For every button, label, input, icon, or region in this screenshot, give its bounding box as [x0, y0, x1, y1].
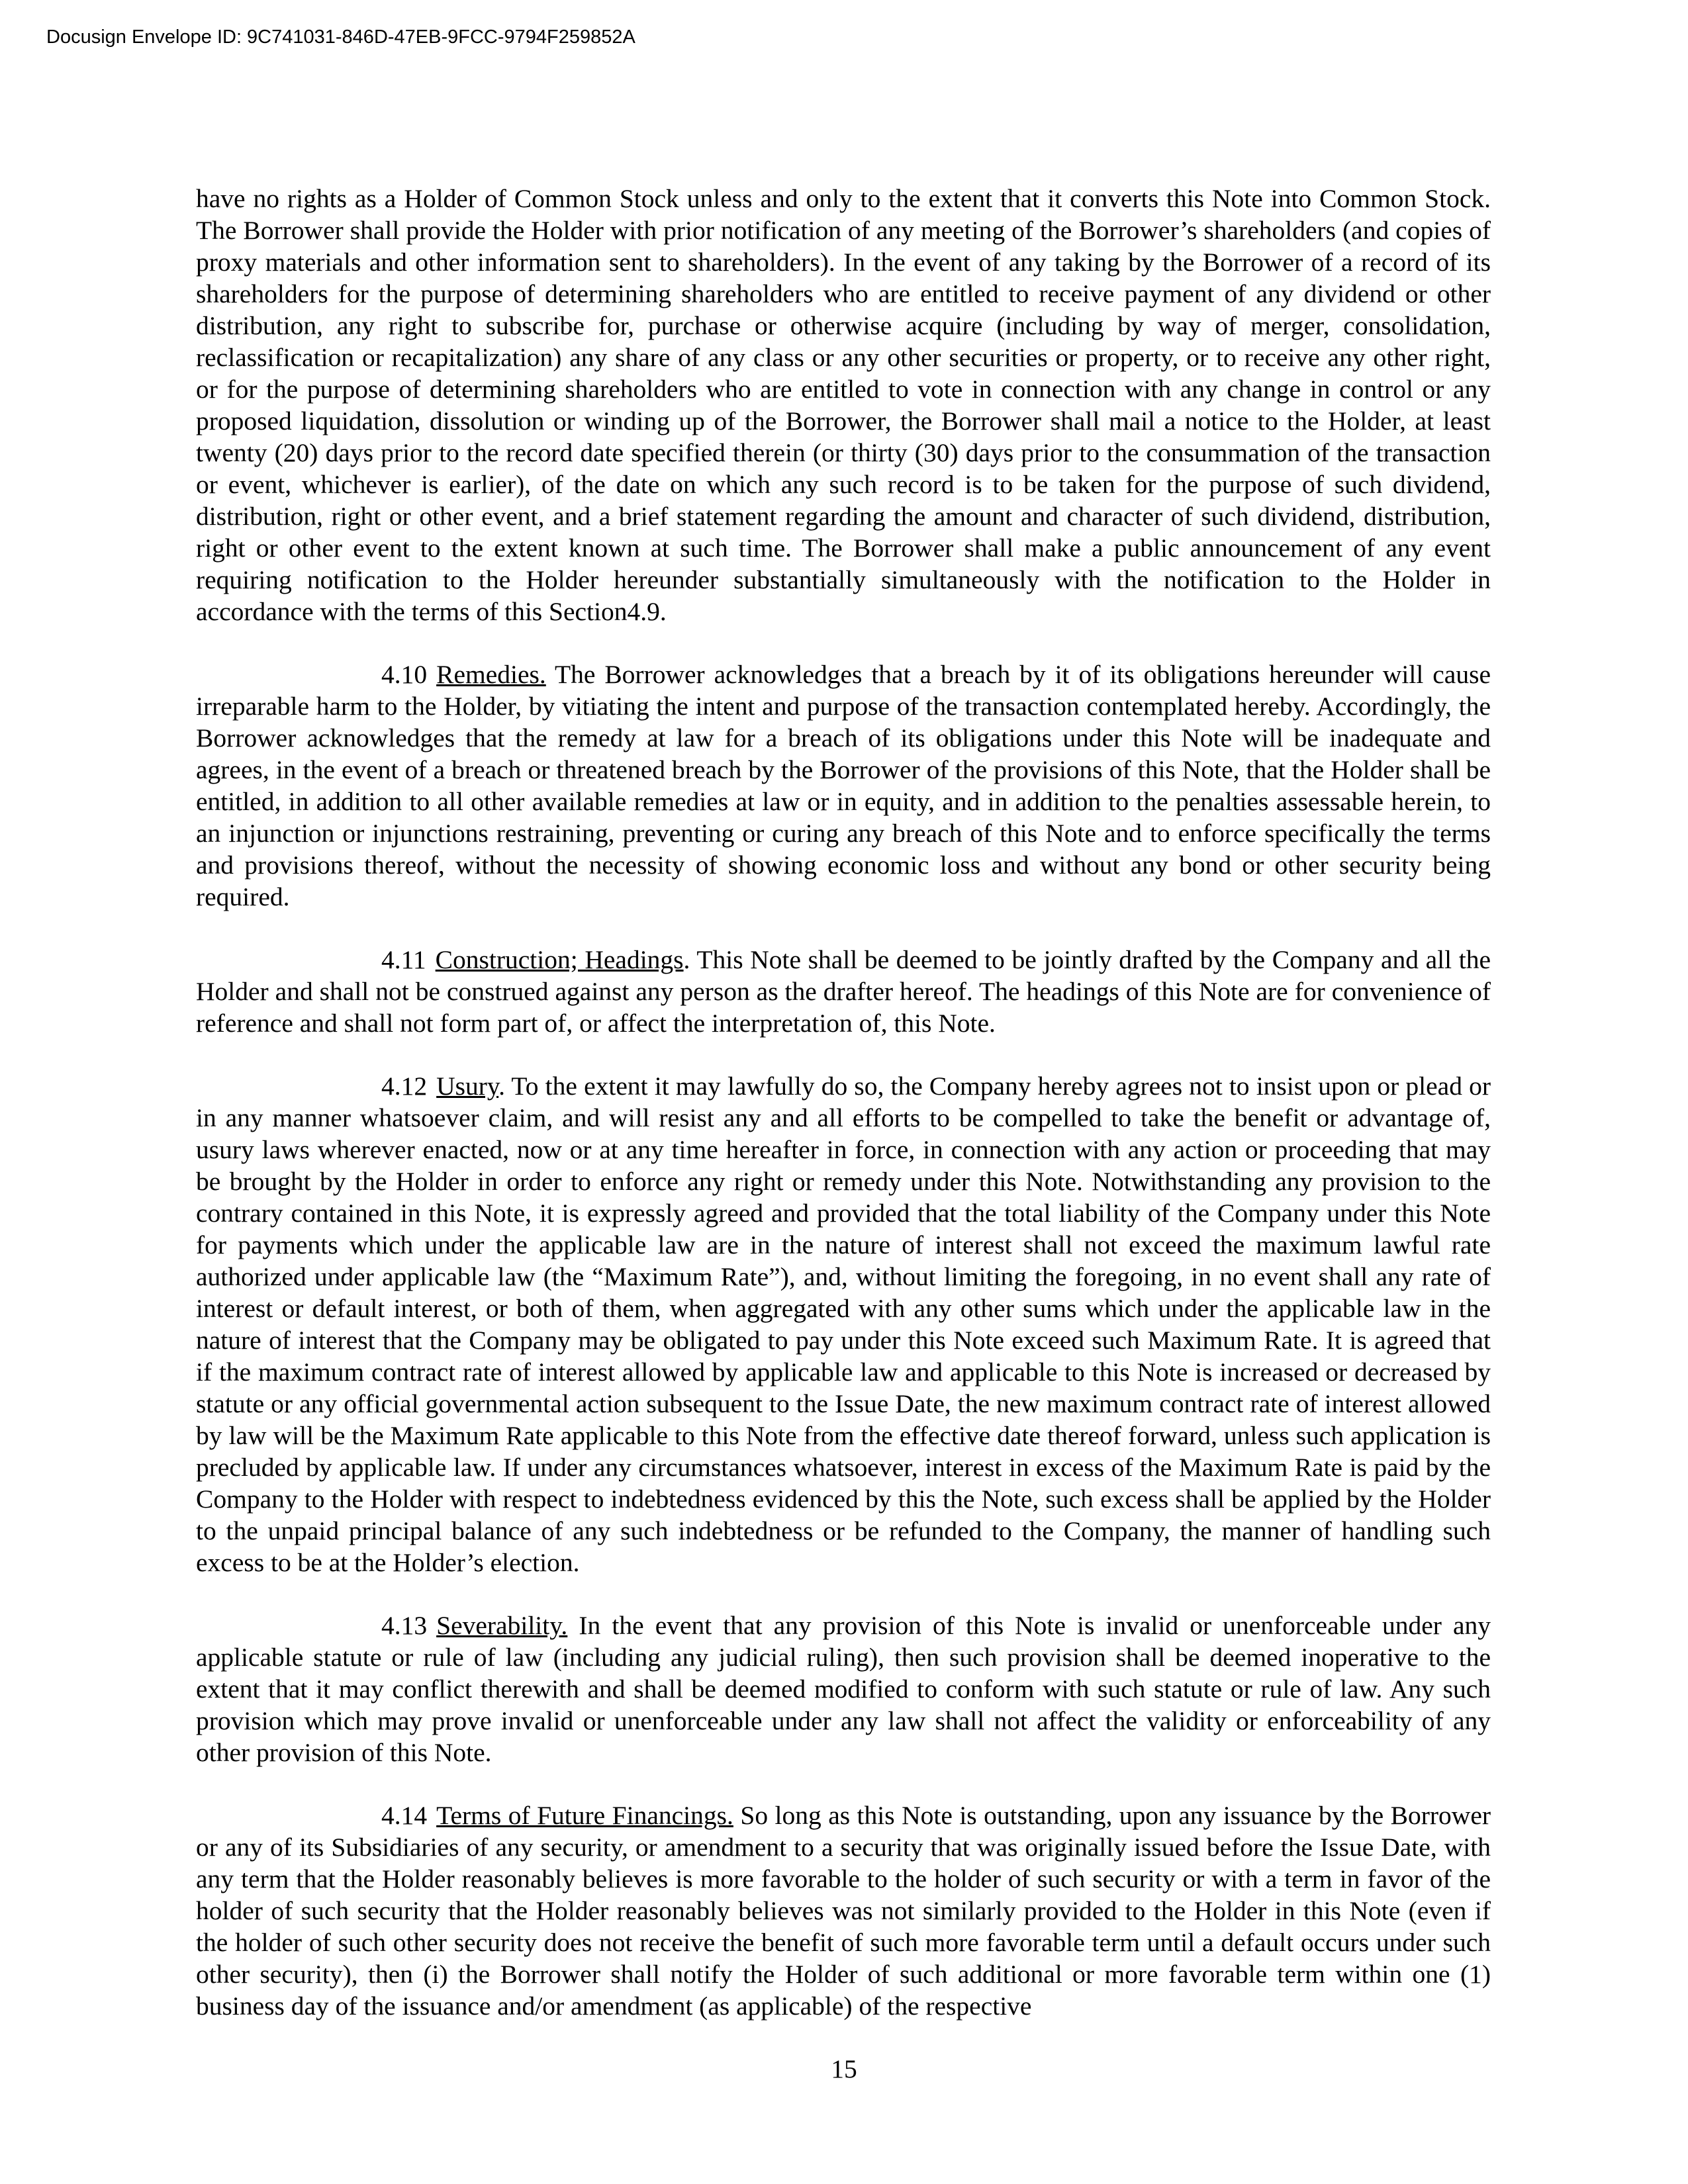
paragraph-continuation	[196, 183, 1491, 627]
section-heading: Severability.	[436, 1611, 568, 1640]
docusign-envelope-id: Docusign Envelope ID: 9C741031-846D-47EB-9FCC-9794F259852A	[46, 26, 635, 48]
paragraph-text: . To the extent it may lawfully do so, the Company hereby agrees not to insist upon or plead or in any manner whatsoever claim, and will resist any and all efforts to be compelled to take the benefit or advantage of, usury laws wherever enacted, now or at any time hereafter in force, in connection with any action or proceeding that may be brought by the Holder in order to enforce any right or remedy under this Note. Notwithstanding any provision to the contrary contained in this Note, it is expressly agreed and provided that the total liability of the Company under this Note for payments which under the applicable law are in the nature of interest shall not exceed the maximum lawful rate authorized under applicable law (the “Maximum Rate”), and, without limiting the foregoing, in no event shall any rate of interest or default interest, or both of them, when aggregated with any other sums which under the applicable law in the nature of interest that the Company may be obligated to pay under this Note exceed such Maximum Rate. It is agreed that if the maximum contract rate of interest allowed by applicable law and applicable to this Note is increased or decreased by statute or any official governmental action subsequent to the Issue Date, the new maximum contract rate of interest allowed by law will be the Maximum Rate applicable to this Note from the effective date thereof forward, unless such application is precluded by applicable law. If under any circumstances whatsoever, interest in excess of the Maximum Rate is paid by the Company to the Holder with respect to indebtedness evidenced by this the Note, such excess shall be applied by the Holder to the unpaid principal balance of any such indebtedness or be refunded to the Company, the manner of handling such excess to be at the Holder’s election.	[196, 1071, 1491, 1577]
section-number: 4.14	[381, 1801, 428, 1830]
document-body	[196, 183, 1491, 2053]
section-4-14-terms-of-future-financings	[196, 1799, 1491, 2022]
section-heading: Construction; Headings	[435, 945, 684, 974]
section-4-13-severability	[196, 1610, 1491, 1768]
section-4-10-remedies	[196, 659, 1491, 913]
section-4-11-construction-headings	[196, 944, 1491, 1039]
section-number: 4.11	[381, 945, 426, 974]
section-number: 4.10	[381, 660, 428, 689]
paragraph-text: The Borrower acknowledges that a breach by it of its obligations hereunder will cause irreparable harm to the Holder, by vitiating the intent and purpose of the transaction contemplated hereby. Accordingly, the Borrower acknowledges that the remedy at law for a breach of its obligations under this Note will be inadequate and agrees, in the event of a breach or threatened breach by the Borrower of the provisions of this Note, that the Holder shall be entitled, in addition to all other available remedies at law or in equity, and in addition to the penalties assessable herein, to an injunction or injunctions restraining, preventing or curing any breach of this Note and to enforce specifically the terms and provisions thereof, without the necessity of showing economic loss and without any bond or other security being required.	[196, 660, 1491, 911]
paragraph-text: In the event that any provision of this Note is invalid or unenforceable under any applicable statute or rule of law (including any judicial ruling), then such provision shall be deemed inoperative to the extent that it may conflict therewith and shall be deemed modified to conform with such statute or rule of law. Any such provision which may prove invalid or unenforceable under any law shall not affect the validity or enforceability of any other provision of this Note.	[196, 1611, 1491, 1767]
section-heading: Remedies.	[436, 660, 546, 689]
paragraph-text: . This Note shall be deemed to be jointly drafted by the Company and all the Holder and shall not be construed against any person as the drafter hereof. The headings of this Note are for convenience of reference and shall not form part of, or affect the interpretation of, this Note.	[196, 945, 1491, 1038]
paragraph-text: So long as this Note is outstanding, upon any issuance by the Borrower or any of its Subsidiaries of any security, or amendment to a security that was originally issued before the Issue Date, with any term that the Holder reasonably believes is more favorable to the holder of such security or with a term in favor of the holder of such security that the Holder reasonably believes was not similarly provided to the Holder in this Note (even if the holder of such other security does not receive the benefit of such more favorable term until a default occurs under such other security), then (i) the Borrower shall notify the Holder of such additional or more favorable term within one (1) business day of the issuance and/or amendment (as applicable) of the respective	[196, 1801, 1491, 2021]
section-heading: Usury	[436, 1071, 499, 1101]
page-number: 15	[831, 2054, 857, 2083]
section-4-12-usury	[196, 1070, 1491, 1578]
section-number: 4.13	[381, 1611, 428, 1640]
section-heading: Terms of Future Financings.	[436, 1801, 733, 1830]
paragraph-text: have no rights as a Holder of Common Stock unless and only to the extent that it converts this Note into Common Stock. The Borrower shall provide the Holder with prior notification of any meeting of the Borrower’s shareholders (and copies of proxy materials and other information sent to shareholders). In the event of any taking by the Borrower of a record of its shareholders for the purpose of determining shareholders who are entitled to receive payment of any dividend or other distribution, any right to subscribe for, purchase or otherwise acquire (including by way of merger, consolidation, reclassification or recapitalization) any share of any class or any other securities or property, or to receive any other right, or for the purpose of determining shareholders who are entitled to vote in connection with any change in control or any proposed liquidation, dissolution or winding up of the Borrower, the Borrower shall mail a notice to the Holder, at least twenty (20) days prior to the record date specified therein (or thirty (30) days prior to the consummation of the transaction or event, whichever is earlier), of the date on which any such record is to be taken for the purpose of such dividend, distribution, right or other event, and a brief statement regarding the amount and character of such dividend, distribution, right or other event to the extent known at such time. The Borrower shall make a public announcement of any event requiring notification to the Holder hereunder substantially simultaneously with the notification to the Holder in accordance with the terms of this Section4.9.	[196, 184, 1491, 626]
section-number: 4.12	[381, 1071, 428, 1101]
